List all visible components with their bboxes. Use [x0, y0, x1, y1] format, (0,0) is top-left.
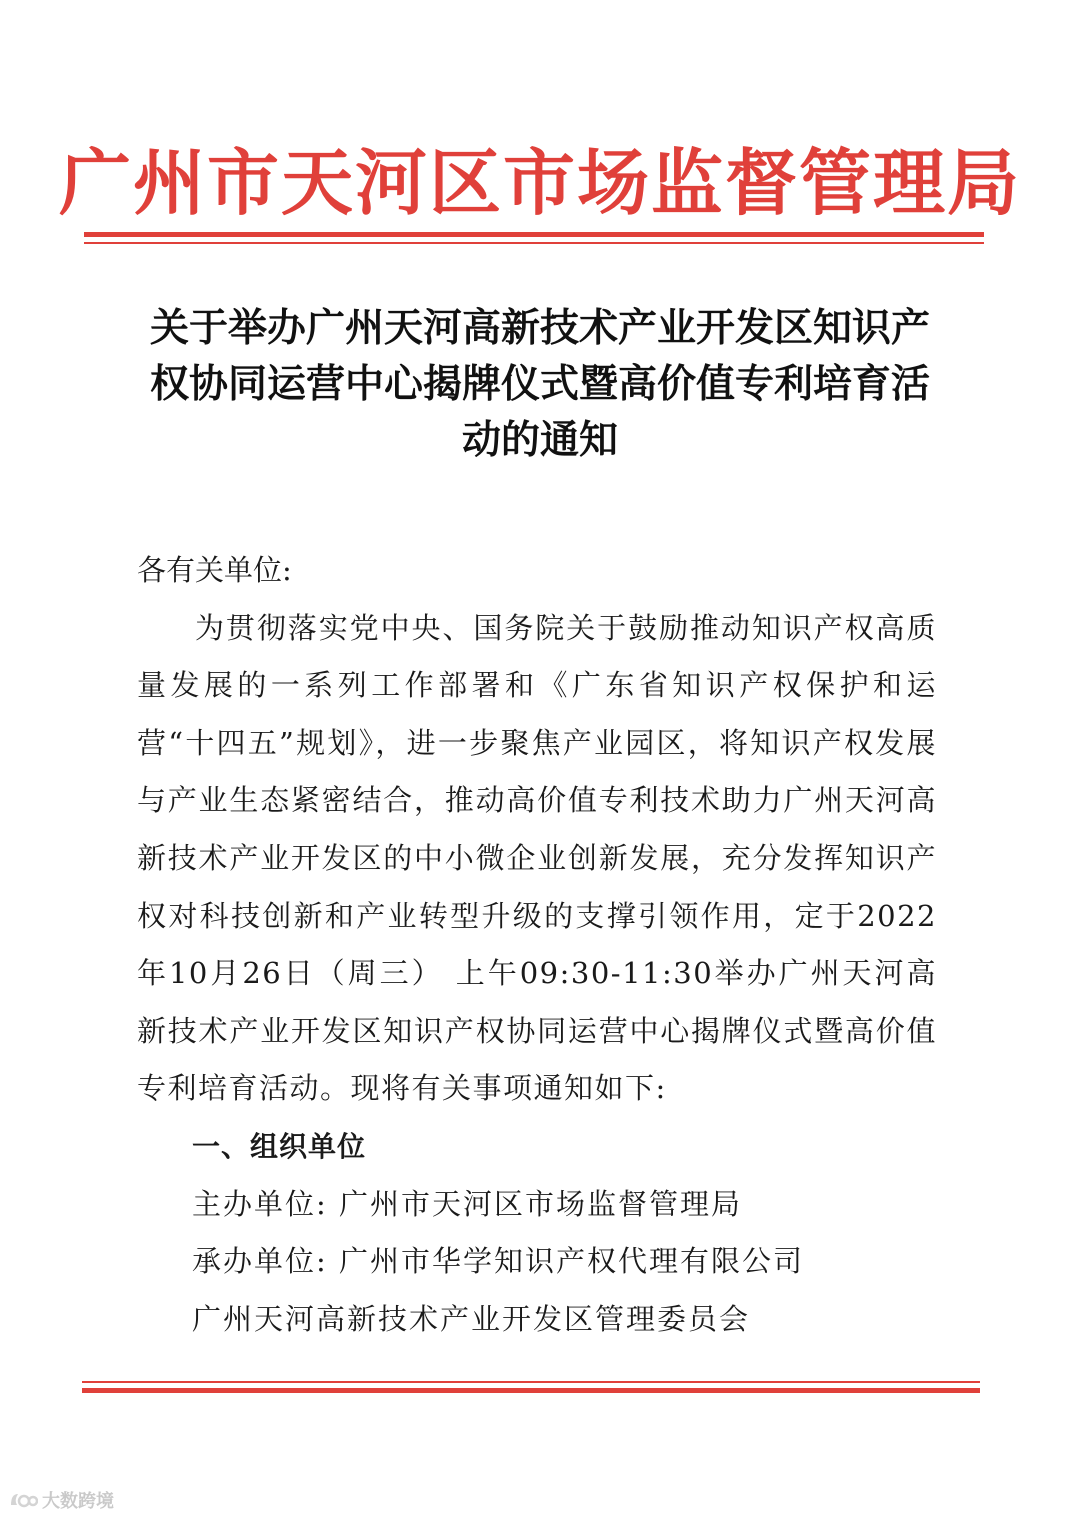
footer-rule-thick: [82, 1388, 980, 1393]
document-title: [130, 300, 950, 468]
title-line: 权协同运营中心揭牌仪式暨高价值专利培育活: [149, 361, 930, 407]
footer-rule-thin: [82, 1381, 980, 1383]
section-heading-organizers: 一、组织单位: [192, 1129, 367, 1163]
organizer-unit: 承办单位: 广州市华学知识产权代理有限公司: [192, 1244, 804, 1279]
salutation: 各有关单位:: [137, 553, 292, 587]
title-line: 动的通知: [461, 417, 618, 463]
body-paragraph: 为贯彻落实党中央、国务院关于鼓励推动知识产权高质量发展的一系列工作部署和《广东省知识产权保护和运营“十四五”规划》，进一步聚焦产业园区，将知识产权发展与产业生态紧密结合，推动高价值专利技术助力广州天河高新技术产业开发区的中小微企业创新发展，充分发挥知识产权对科技创新和产业转型升级的支撑引领作用，定于2022年10月26日（周三） 上午09:30-11:30举办广州天河高新技术产业开发区知识产权协同运营中心揭牌仪式暨高价值专利培育活动。现将有关事项通知如下:: [137, 610, 937, 1106]
watermark: [8, 1487, 114, 1513]
watermark-text: 大数跨境: [42, 1491, 114, 1512]
watermark-logo-icon: [8, 1490, 38, 1510]
header-rule-thin: [84, 242, 984, 244]
co-organizer-unit: 广州天河高新技术产业开发区管理委员会: [192, 1301, 751, 1336]
agency-masthead: 广州市天河区市场监督管理局: [58, 140, 1021, 225]
host-unit: 主办单位: 广州市天河区市场监督管理局: [192, 1186, 742, 1221]
title-line: 关于举办广州天河高新技术产业开发区知识产: [149, 305, 930, 351]
document-body: [137, 542, 937, 1348]
header-rule-thick: [84, 232, 984, 237]
